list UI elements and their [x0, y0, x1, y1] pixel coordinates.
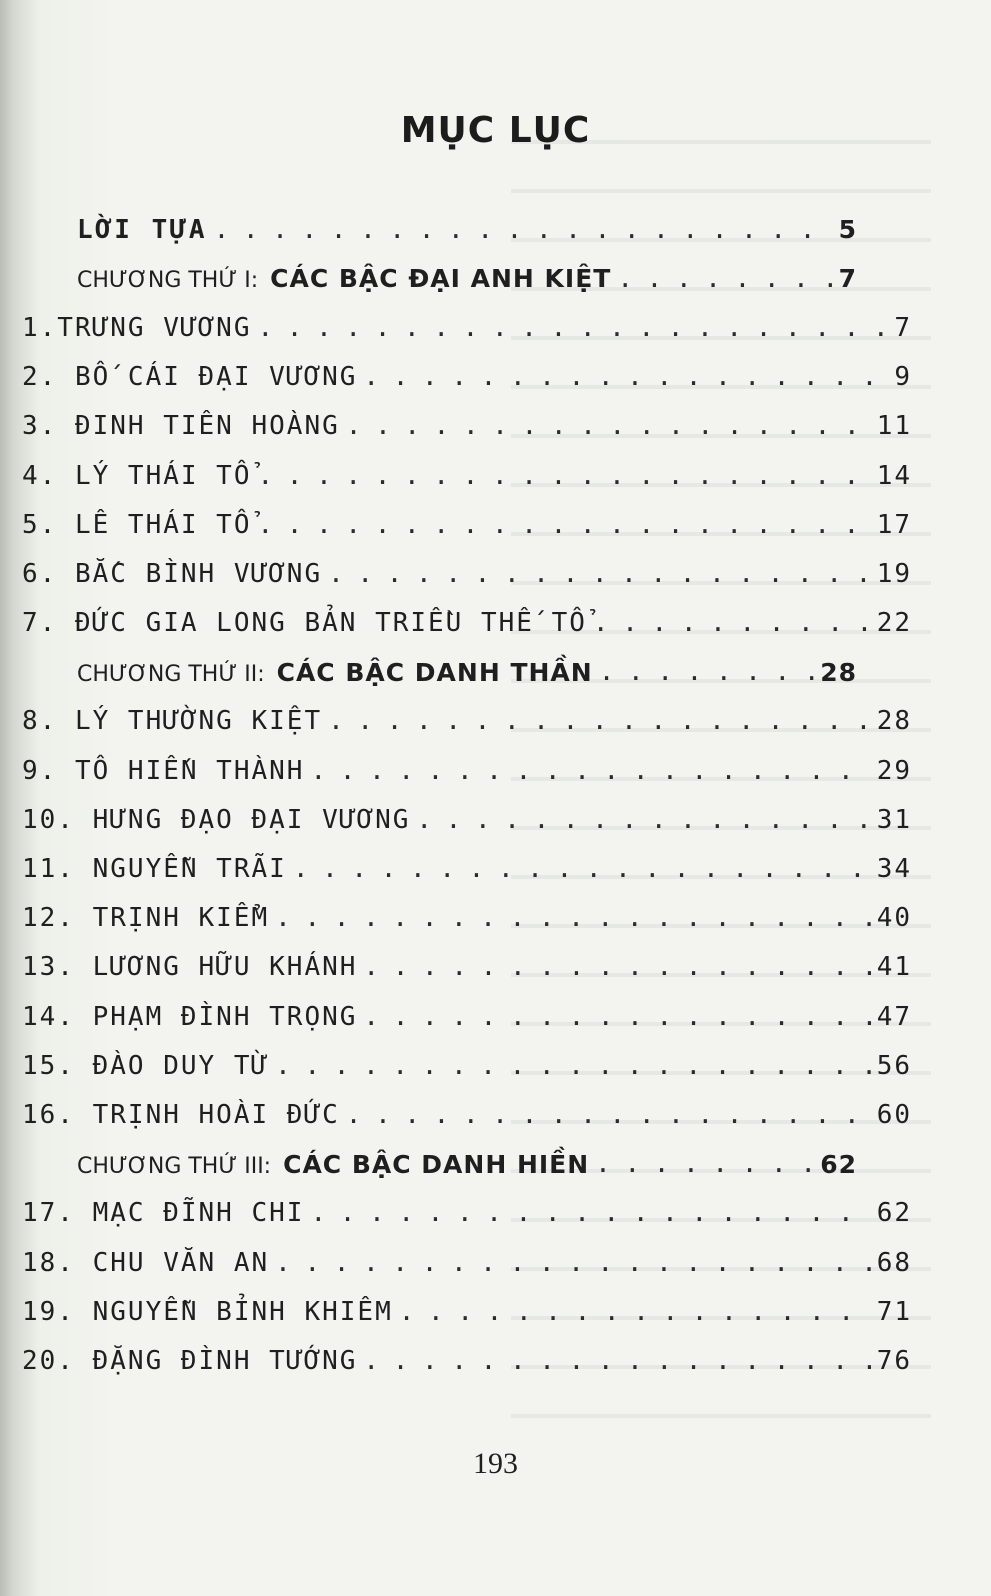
leader-dots	[275, 1051, 871, 1081]
entry-page: 71	[876, 1296, 912, 1327]
entry-page: 47	[876, 1001, 912, 1032]
leader-dots	[416, 805, 870, 835]
entry-label: 11. NGUYỄN TRÃI	[22, 854, 287, 885]
leader-dots	[363, 1346, 870, 1376]
leader-dots	[258, 510, 871, 540]
leader-dots	[346, 1100, 871, 1130]
leader-dots	[399, 1297, 871, 1327]
entry-page: 29	[876, 755, 912, 786]
chapter-title: CÁC BẬC DANH THẦN	[276, 657, 593, 687]
leader-dots	[595, 1149, 814, 1179]
entry-label: 12. TRỊNH KIỂM	[22, 903, 270, 934]
toc-entry[interactable]	[22, 746, 912, 795]
entry-label: 14. PHẠM ĐÌNH TRỌNG	[22, 1001, 358, 1032]
entry-label: 2. BỐ CÁI ĐẠI VƯƠNG	[22, 362, 358, 393]
entry-label: 5. LÊ THÁI TỔ	[22, 509, 252, 540]
entry-page: 62	[876, 1198, 912, 1229]
entry-label: 17. MẠC ĐĨNH CHI	[22, 1198, 305, 1229]
entry-label: 6. BẮC BÌNH VƯƠNG	[22, 558, 323, 589]
leader-dots	[593, 608, 871, 638]
toc-chapter-heading[interactable]	[22, 1140, 912, 1189]
leader-dots	[346, 411, 871, 441]
toc-entry[interactable]	[22, 549, 912, 598]
entry-label: 9. TÔ HIẾN THÀNH	[22, 755, 305, 786]
entry-page: 7	[894, 312, 912, 343]
toc-entry[interactable]	[22, 894, 912, 943]
leader-dots	[310, 1198, 870, 1228]
toc-entry[interactable]	[22, 697, 912, 746]
chapter-page: 62	[820, 1149, 857, 1179]
chapter-number: CHƯƠNG THỨ II:	[77, 661, 265, 687]
leader-dots	[363, 952, 870, 982]
page-number: 193	[473, 1447, 518, 1480]
toc-entry[interactable]	[22, 353, 912, 402]
leader-dots	[258, 461, 871, 491]
entry-label: 13. LƯƠNG HỮU KHÁNH	[22, 952, 358, 983]
leader-dots	[293, 854, 871, 884]
entry-page: 41	[876, 952, 912, 983]
chapter-number: CHƯƠNG THỨ I:	[77, 268, 259, 294]
toc-entry[interactable]	[22, 1090, 912, 1139]
toc-entry[interactable]	[22, 599, 912, 648]
leader-dots	[363, 1002, 870, 1032]
entry-page: 14	[876, 460, 912, 491]
entry-label: 1.TRƯNG VƯƠNG	[22, 312, 252, 343]
table-of-contents	[22, 205, 912, 1386]
toc-entry[interactable]	[22, 844, 912, 893]
chapter-title: CÁC BẬC ĐẠI ANH KIỆT	[270, 264, 612, 294]
entry-label: 10. HƯNG ĐẠO ĐẠI VƯƠNG	[22, 804, 411, 835]
toc-entry[interactable]	[22, 1041, 912, 1090]
entry-page: 40	[876, 903, 912, 934]
entry-page: 9	[894, 362, 912, 393]
leader-dots	[275, 1248, 871, 1278]
toc-entry[interactable]	[22, 992, 912, 1041]
leader-dots	[328, 559, 871, 589]
entry-page: 19	[876, 558, 912, 589]
entry-page: 34	[876, 854, 912, 885]
preface-label: LỜI TỰA	[77, 214, 208, 245]
entry-page: 60	[876, 1099, 912, 1130]
entry-label: 20. ĐẶNG ĐÌNH TƯỚNG	[22, 1345, 358, 1376]
entry-label: 8. LÝ THƯỜNG KIỆT	[22, 706, 323, 737]
page-title: MỤC LỤC	[400, 110, 591, 151]
entry-label: 15. ĐÀO DUY TỪ	[22, 1050, 270, 1081]
toc-entry[interactable]	[22, 943, 912, 992]
chapter-page: 28	[820, 657, 857, 687]
entry-page: 56	[876, 1050, 912, 1081]
toc-preface[interactable]	[22, 205, 912, 254]
leader-dots	[275, 903, 871, 933]
entry-label: 19. NGUYỄN BỈNH KHIÊM	[22, 1296, 393, 1327]
preface-page: 5	[838, 215, 857, 245]
entry-page: 28	[876, 706, 912, 737]
toc-entry[interactable]	[22, 303, 912, 352]
leader-dots	[328, 706, 871, 736]
toc-chapter-heading[interactable]	[22, 648, 912, 697]
entry-label: 4. LÝ THÁI TỔ	[22, 460, 252, 491]
chapter-number: CHƯƠNG THỨ III:	[77, 1153, 272, 1179]
leader-dots	[617, 264, 832, 294]
entry-label: 7. ĐỨC GIA LONG BẢN TRIỀU THẾ TỔ	[22, 608, 587, 639]
entry-page: 68	[876, 1247, 912, 1278]
toc-entry[interactable]	[22, 1336, 912, 1385]
toc-entry[interactable]	[22, 500, 912, 549]
toc-entry[interactable]	[22, 795, 912, 844]
leader-dots	[599, 657, 814, 687]
toc-entry[interactable]	[22, 451, 912, 500]
toc-entry[interactable]	[22, 402, 912, 451]
toc-entry[interactable]	[22, 1189, 912, 1238]
leader-dots	[310, 756, 870, 786]
entry-label: 16. TRỊNH HOÀI ĐỨC	[22, 1099, 340, 1130]
toc-chapter-heading[interactable]	[22, 254, 912, 303]
toc-entry[interactable]	[22, 1238, 912, 1287]
entry-page: 22	[876, 608, 912, 639]
leader-dots	[214, 215, 833, 245]
entry-page: 17	[876, 509, 912, 540]
entry-page: 76	[876, 1345, 912, 1376]
leader-dots	[258, 313, 889, 343]
entry-label: 3. ĐINH TIÊN HOÀNG	[22, 411, 340, 442]
entry-page: 31	[876, 804, 912, 835]
toc-entry[interactable]	[22, 1287, 912, 1336]
leader-dots	[363, 362, 888, 392]
entry-page: 11	[876, 411, 912, 442]
chapter-page: 7	[838, 264, 857, 294]
entry-label: 18. CHU VĂN AN	[22, 1247, 270, 1278]
chapter-title: CÁC BẬC DANH HIỀN	[283, 1149, 590, 1179]
